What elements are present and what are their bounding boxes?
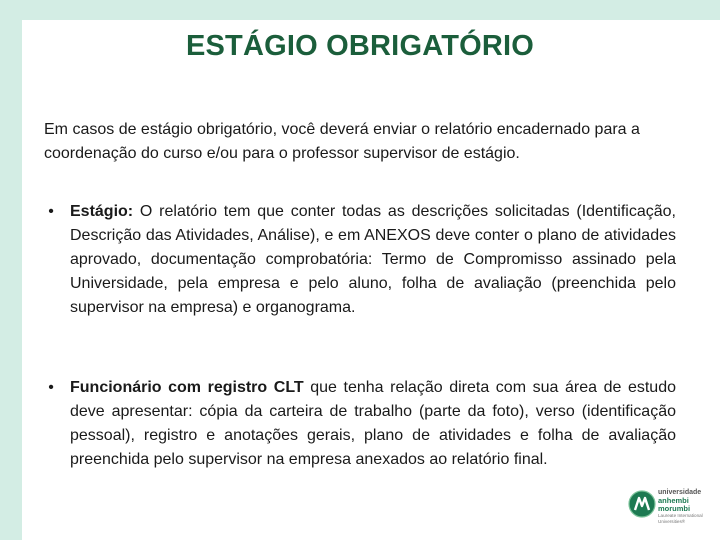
bullet-text: que tenha relação direta com sua área de estudo deve apresentar: cópia da carteira de trabalho (parte da foto), verso (identificação pessoal), registro e anotações gerais, plano de atividades e folha de avaliação preenchida pelo supervisor na empresa anexados ao relatório final.: [70, 379, 676, 468]
logo-wordmark: [658, 489, 714, 525]
left-accent-bar: [0, 0, 22, 540]
logo-line-3: morumbi: [658, 504, 691, 513]
bullet-label: Estágio:: [70, 203, 134, 220]
logo-line-2: anhembi: [658, 496, 689, 505]
logo-line-1: universidade: [658, 489, 702, 496]
bullet-body: [70, 200, 676, 320]
bullet-item-estagio: [44, 200, 676, 320]
slide-title: ESTÁGIO OBRIGATÓRIO: [185, 30, 535, 62]
bullet-marker: •: [48, 379, 54, 396]
university-logo: [628, 487, 712, 527]
bullet-label: Funcionário com registro CLT: [70, 379, 304, 396]
bullet-item-clt: [44, 376, 676, 472]
bullet-body: [70, 376, 676, 472]
intro-paragraph: Em casos de estágio obrigatório, você deverá enviar o relatório encadernado para a coordenação do curso e/ou para o professor supervisor de estágio.: [44, 121, 640, 162]
logo-mark-icon: [628, 489, 656, 519]
bullet-marker: •: [48, 203, 54, 220]
logo-tagline: Laureate International Universities®: [658, 513, 703, 524]
bullet-text: O relatório tem que conter todas as descrições solicitadas (Identificação, Descrição das Atividades, Análise), e em ANEXOS deve conter o plano de atividades aprovado, documentação comprobatória: Termo de Compromisso assinado pela Universidade, pela empresa e pelo aluno, folha de avaliação (preenchida pelo supervisor na empresa) e organograma.: [70, 203, 676, 316]
top-accent-bar: [0, 0, 720, 20]
